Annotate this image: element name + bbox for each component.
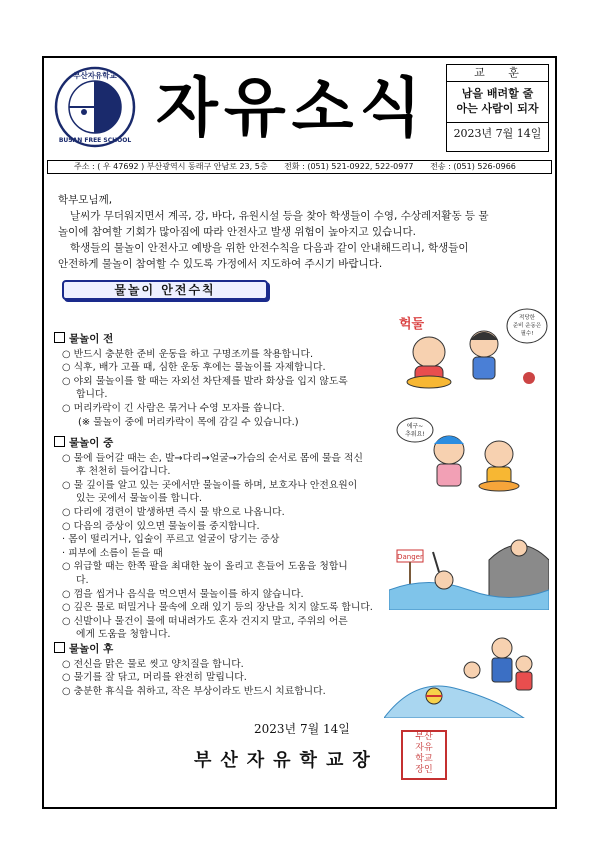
section-after-title: 물놀이 후 [54, 642, 394, 657]
footer-date: 2023년 7월 14일 [254, 722, 350, 736]
speech-bubble-text: 에구~ [406, 423, 424, 430]
school-seal: 부산 자유 학교 장인 [401, 730, 447, 780]
list-item-continued: 후 천천히 들어갑니다. [76, 466, 171, 478]
newsletter-frame [42, 56, 557, 809]
address-bar [47, 160, 552, 174]
shout-text: 헉둘 [399, 317, 425, 332]
safety-rules-banner: 물놀이 안전수칙 [62, 280, 268, 300]
section-during [54, 436, 394, 642]
logo-text-top: 부산자유학교 [73, 71, 117, 80]
checkbox-square-icon [54, 332, 65, 343]
fax-text: 전송 : (051) 526-0966 [430, 162, 516, 171]
list-item: ○ 물에 들어갈 때는 손, 발→다리→얼굴→가슴의 순서로 몸에 물을 적신 [62, 452, 363, 464]
section-after [54, 642, 394, 698]
list-item: ○ 깊은 물로 떠밀거나 물속에 오래 있기 등의 장난을 치지 않도록 합니다. [62, 602, 373, 614]
list-item: ○ 머리카락이 긴 사람은 묶거나 수영 모자를 씁니다. [62, 402, 285, 414]
section-during-title: 물놀이 중 [54, 436, 394, 451]
list-item: ○ 신발이나 물건이 물에 떠내려가도 혼자 건지지 말고, 주위의 어른 [62, 615, 348, 627]
drowning-rescue-illustration [389, 520, 549, 610]
motto-text: 남을 배려할 줄 아는 사람이 되자 [456, 87, 539, 115]
svg-text:추워요!: 추워요! [405, 431, 425, 438]
phone-text: 전화 : (051) 521-0922, 522-0977 [284, 162, 414, 171]
list-item: ○ 반드시 충분한 준비 운동을 하고 구명조끼를 착용합니다. [62, 348, 314, 360]
warmup-kids-illustration [389, 306, 549, 392]
header [44, 58, 555, 156]
issue-date: 2023년 7월 14일 [447, 122, 548, 145]
greeting: 학부모님께, [58, 194, 113, 206]
list-item-continued: 에게 도움을 청합니다. [76, 629, 171, 641]
checkbox-square-icon [54, 642, 65, 653]
list-item-note: (※ 물놀이 중에 머리카락이 목에 감길 수 있습니다.) [78, 416, 299, 428]
school-logo [54, 66, 136, 148]
list-item: ○ 물기를 잘 닦고, 머리를 완전히 말립니다. [62, 672, 247, 684]
cold-kids-illustration [389, 414, 549, 494]
section-before [54, 332, 394, 429]
intro-para2-line1: 학생들의 물놀이 안전사고 예방을 위한 안전수칙을 다음과 같이 안내해드리니, 학생들이 [70, 242, 469, 254]
svg-text:필수!: 필수! [520, 331, 534, 337]
list-item-sub: · 피부에 소름이 돋을 때 [62, 547, 163, 559]
after-swim-illustration [384, 618, 549, 718]
danger-sign-text: Danger [397, 553, 423, 561]
motto-label: 교 훈 [447, 65, 548, 82]
list-item: ○ 식후, 배가 고플 때, 심한 운동 후에는 물놀이를 자제합니다. [62, 362, 326, 374]
logo-text-bottom: BUSAN FREE SCHOOL [58, 137, 132, 144]
list-item-continued: 있는 곳에서 물놀이를 합니다. [76, 493, 203, 505]
list-item: ○ 물 깊이를 알고 있는 곳에서만 물놀이를 하며, 보호자나 안전요원이 [62, 479, 358, 491]
list-item: ○ 껌을 씹거나 음식을 먹으면서 물놀이를 하지 않습니다. [62, 588, 304, 600]
list-item-sub: · 몸이 떨리거나, 입술이 푸르고 얼굴이 당기는 증상 [62, 534, 280, 546]
intro-letter [58, 192, 548, 272]
school-motto-box [446, 64, 549, 152]
intro-para2-line2: 안전하게 물놀이 참여할 수 있도록 가정에서 지도하여 주시기 바랍니다. [58, 258, 383, 270]
intro-para1-line1: 날씨가 무더워지면서 계곡, 강, 바다, 유원시설 등을 찾아 학생들이 수영, 수상레저활동 등 물 [70, 210, 489, 222]
list-item: ○ 다리에 경련이 발생하면 즉시 물 밖으로 나옵니다. [62, 506, 285, 518]
checkbox-square-icon [54, 436, 65, 447]
list-item: ○ 위급할 때는 한쪽 팔을 최대한 높이 올리고 흔들어 도움을 청합니 [62, 561, 348, 573]
newsletter-title: 자유소식 [156, 72, 428, 146]
list-item: ○ 충분한 휴식을 취하고, 작은 부상이라도 반드시 치료합니다. [62, 685, 326, 697]
principal-name: 부산자유학교장 [194, 750, 379, 771]
list-item: ○ 야외 물놀이를 할 때는 자외선 차단제를 발라 화상을 입지 않도록 [62, 375, 348, 387]
speech-bubble-text: 적당한 [519, 315, 535, 321]
list-item-continued: 합니다. [76, 389, 108, 401]
list-item-continued: 다. [76, 574, 89, 586]
list-item: ○ 전신을 맑은 물로 씻고 양치질을 합니다. [62, 658, 244, 670]
svg-text:준비 운동은: 준비 운동은 [512, 323, 542, 329]
intro-para1-line2: 놀이에 참여할 기회가 많아짐에 따라 안전사고 발생 위험이 높아지고 있습니다. [58, 226, 416, 238]
list-item: ○ 다음의 증상이 있으면 물놀이를 중지합니다. [62, 520, 260, 532]
address-text: 주소 : ( 우 47692 ) 부산광역시 동래구 안남로 23, 5층 [74, 162, 268, 171]
section-before-title: 물놀이 전 [54, 332, 394, 347]
